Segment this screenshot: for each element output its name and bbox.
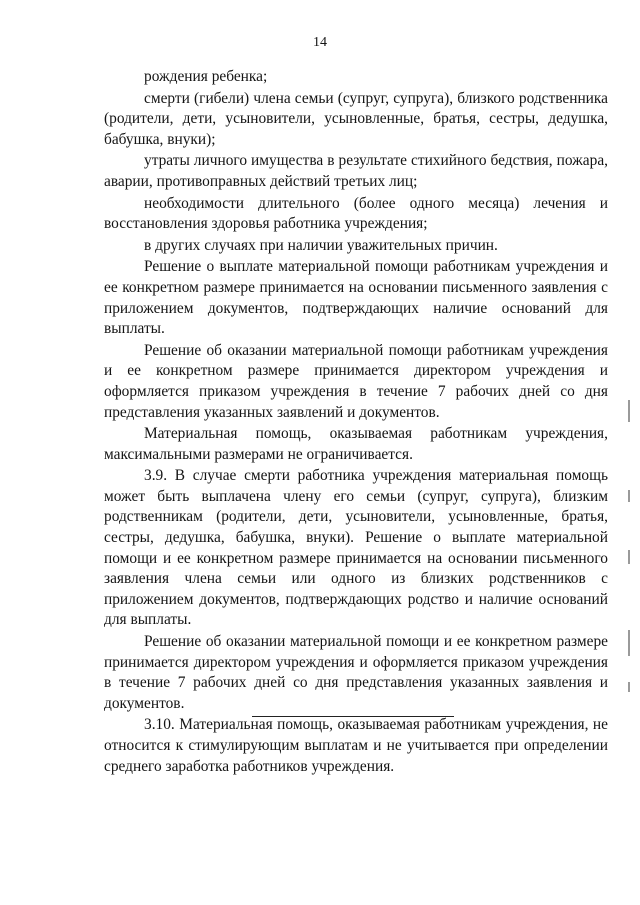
end-of-document-rule — [252, 716, 454, 717]
paragraph-decision-family: Решение об оказании материальной помощи и ее конкретном размере принимается директором учреждения и оформляется приказом учреждения в течение 7 рабочих дней со дня представления указанных заявления и документов. — [104, 633, 608, 712]
paragraph-max-amount: Материальная помощь, оказываемая работникам учреждения, максимальными размерами не ограничивается. — [104, 425, 608, 463]
clause-3-10: 3.10. Материальная помощь, оказываемая работникам учреждения, не относится к стимулирующим выплатам и не учитывается при определении среднего заработка работников учреждения. — [104, 716, 608, 775]
list-item-long-treatment: необходимости длительного (более одного месяца) лечения и восстановления здоровья работника учреждения; — [104, 194, 608, 233]
paragraph-decision-order: Решение об оказании материальной помощи работникам учреждения и ее конкретном размере принимается директором учреждения и оформляется приказом учреждения в течение 7 рабочих дней со дня представления указанных заявлений и документов. — [104, 341, 608, 421]
document-body — [104, 67, 608, 777]
list-item-death-of-relative: смерти (гибели) члена семьи (супруг, супруга), близкого родственника (родители, дети, усыновители, усыновленные, братья, сестры, дедушка, бабушка, внуки); — [104, 89, 608, 148]
list-item-childbirth: рождения ребенка; — [144, 68, 268, 85]
page-number: 14 — [313, 35, 327, 50]
scan-margin-marks — [628, 400, 632, 700]
paragraph-decision-payment: Решение о выплате материальной помощи работникам учреждения и ее конкретном размере принимается на основании письменного заявления с приложением документов, подтверждающих наличие оснований для выплаты. — [104, 258, 608, 338]
list-item-other-reasons: в других случаях при наличии уважительных причин. — [144, 236, 498, 254]
list-item-property-loss: утраты личного имущества в результате стихийного бедствия, пожара, аварии, противоправных действий третьих лиц; — [104, 152, 608, 190]
clause-3-9: 3.9. В случае смерти работника учреждения материальная помощь может быть выплачена члену его семьи (супруг, супруга), близким родственникам (родители, дети, усыновители, усыновленные, братья, сестры, дедушка, бабушка, внуки). Решение о выплате материальной помощи и ее конкретном размере принимается на основании письменного заявления члена семьи или одного из близких родственников с приложением документов, подтверждающих родство и наличие оснований для выплаты. — [104, 467, 608, 629]
